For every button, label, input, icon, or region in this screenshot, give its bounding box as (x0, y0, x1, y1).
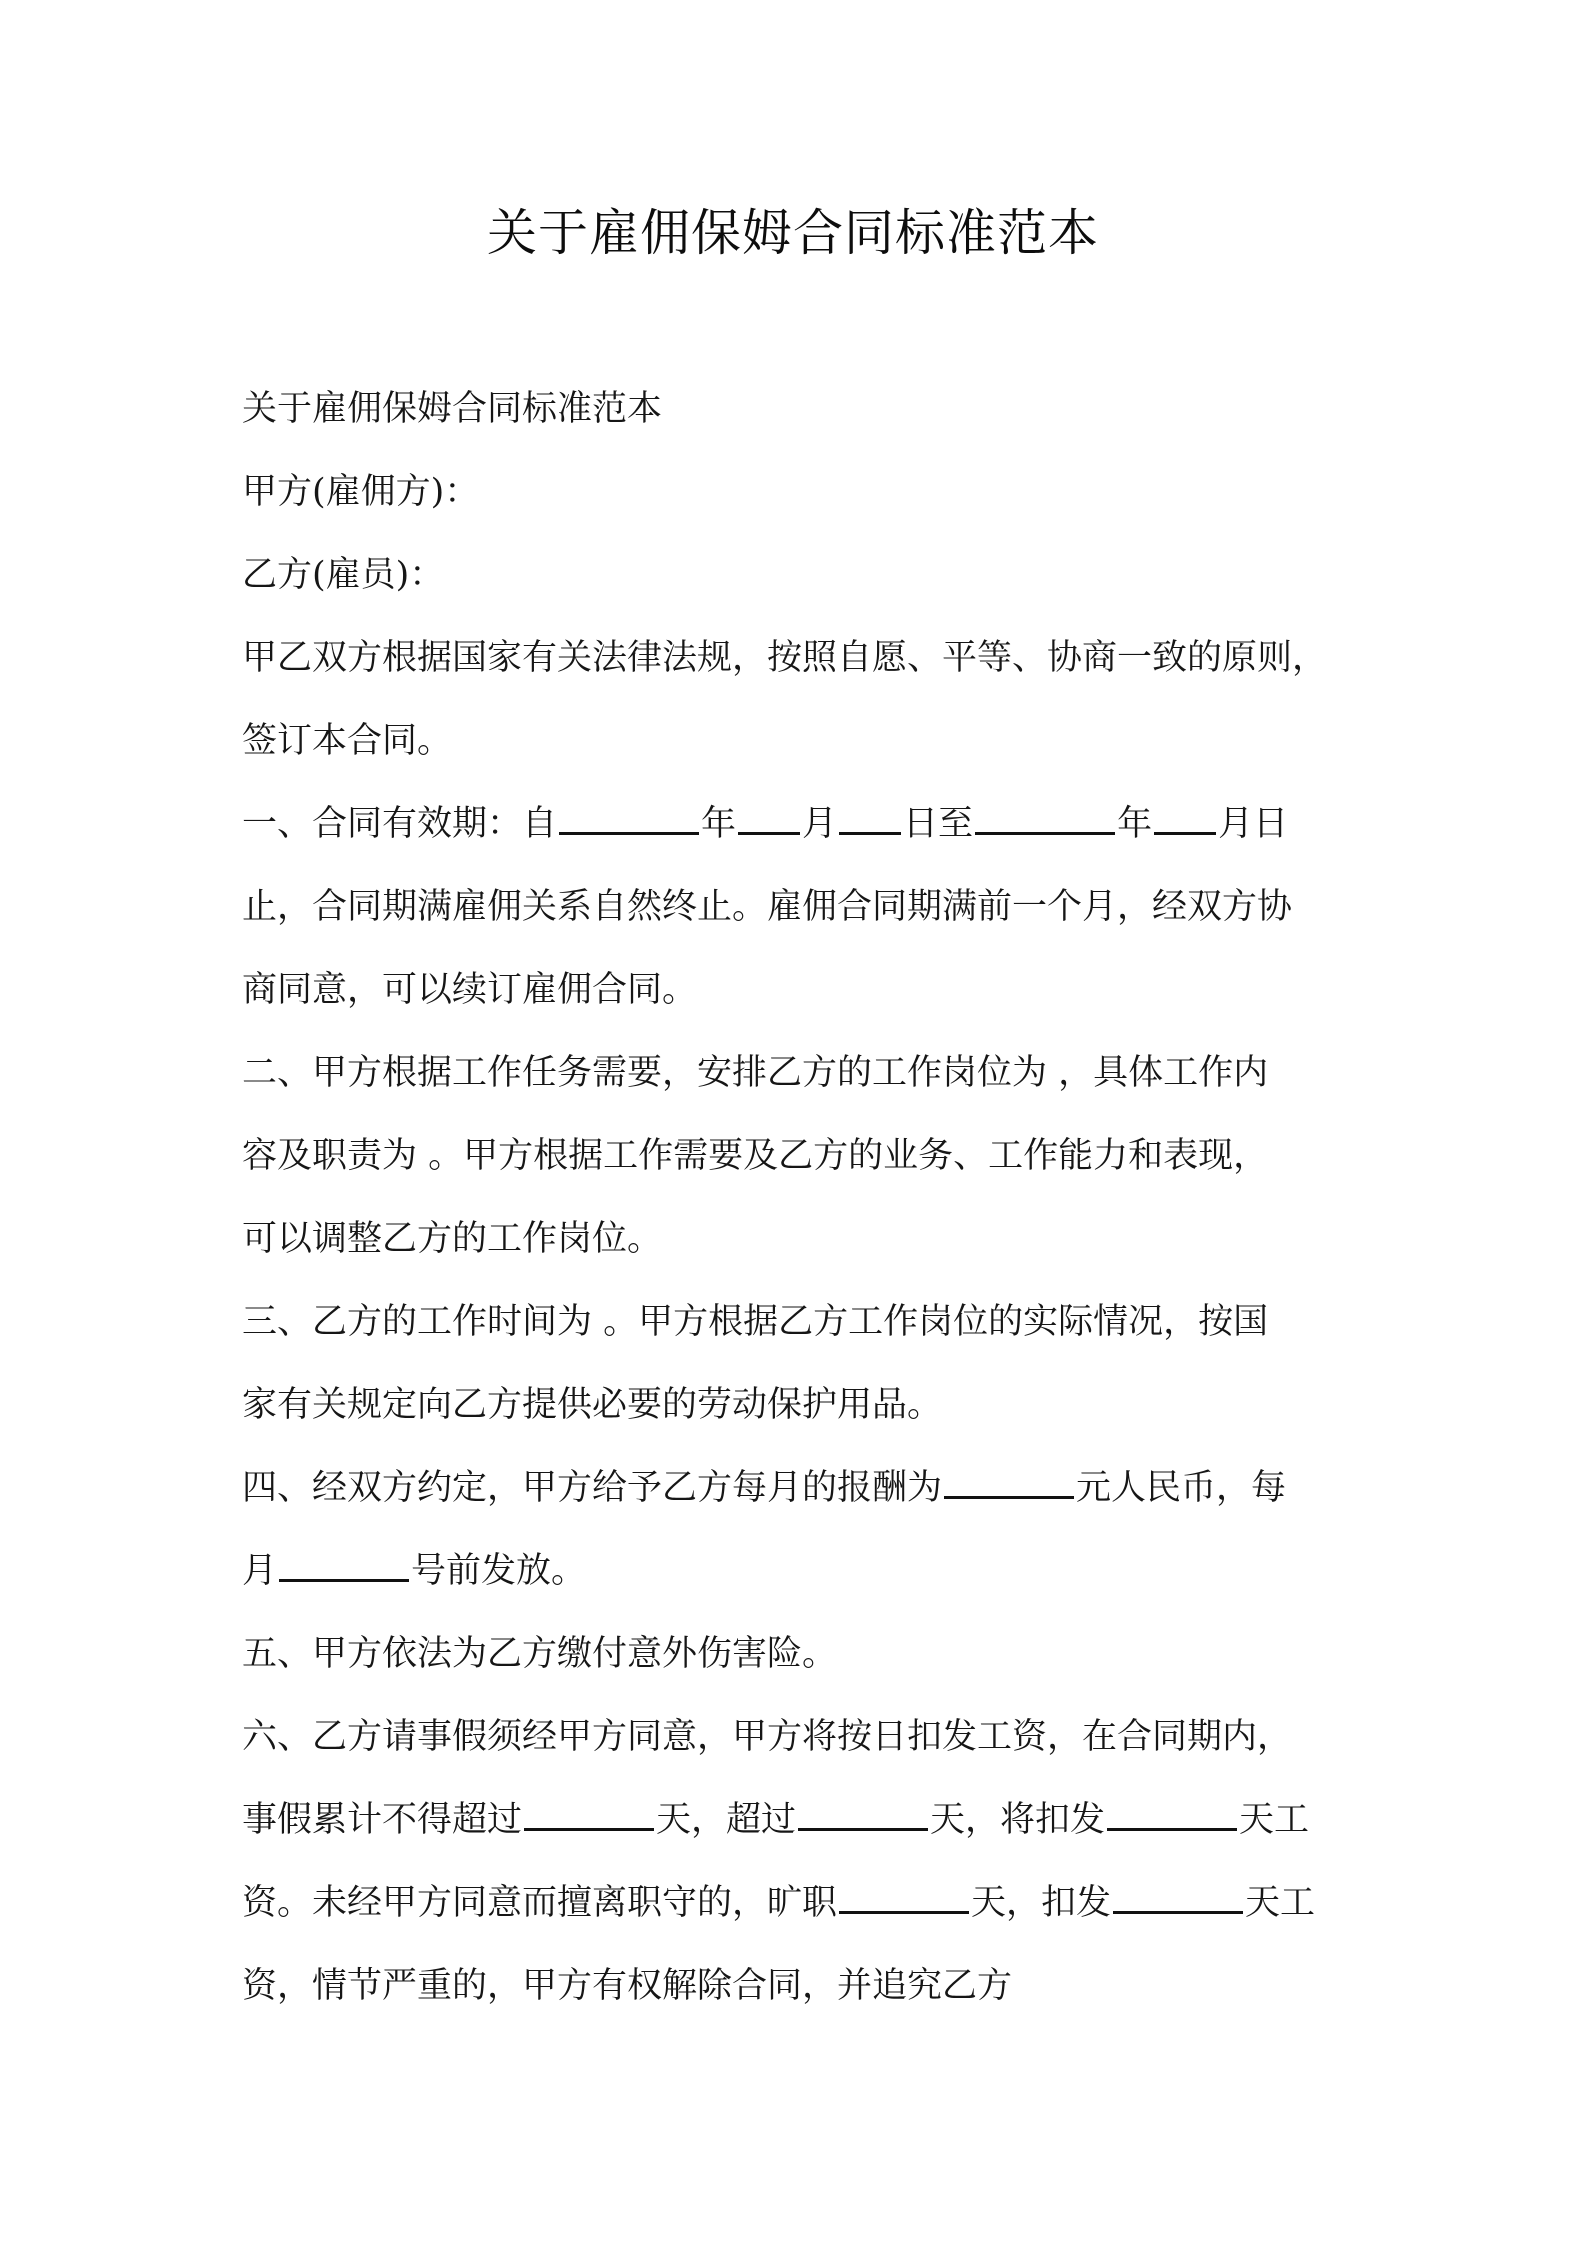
leave-limit-blank[interactable] (524, 1808, 654, 1831)
clause-2-line-3: 可以调整乙方的工作岗位。 (242, 1219, 663, 1259)
clause-6-text: 事假累计不得超过 (242, 1800, 523, 1840)
clause-1-text: 日至 (903, 804, 974, 844)
clause-6-text: 天，超过 (656, 1800, 797, 1840)
clause-5-line-1: 五、甲方依法为乙方缴付意外伤害险。 (242, 1634, 838, 1674)
clause-6-line-1: 六、乙方请事假须经甲方同意，甲方将按日扣发工资，在合同期内， (242, 1717, 1293, 1757)
start-day-blank[interactable] (839, 812, 901, 835)
clause-3-line-1: 三、乙方的工作时间为 。甲方根据乙方工作岗位的实际情况，按国 (242, 1302, 1269, 1342)
clause-1-text: 年 (701, 804, 737, 844)
clause-6-line-3 (242, 1862, 1362, 1945)
clause-4-text: 号前发放。 (411, 1551, 587, 1591)
clause-6-text: 天工 (1245, 1883, 1316, 1923)
intro-line-1: 甲乙双方根据国家有关法律法规，按照自愿、平等、协商一致的原则， (242, 638, 1328, 678)
clause-1-text: 年 (1117, 804, 1153, 844)
clause-4-line-1 (242, 1447, 1362, 1530)
payday-blank[interactable] (279, 1559, 409, 1582)
start-month-blank[interactable] (738, 812, 800, 835)
clause-6-line-2 (242, 1779, 1362, 1862)
absence-deduct-blank[interactable] (1113, 1891, 1243, 1914)
subtitle-line: 关于雇佣保姆合同标准范本 (242, 389, 663, 429)
leave-deduct-blank[interactable] (1107, 1808, 1237, 1831)
salary-amount-blank[interactable] (944, 1476, 1074, 1499)
absence-days-blank[interactable] (839, 1891, 969, 1914)
clause-1-text: 月日 (1218, 804, 1289, 844)
clause-4-text: 月 (242, 1551, 278, 1591)
clause-6-text: 天工 (1239, 1800, 1310, 1840)
clause-6-text: 资。未经甲方同意而擅离职守的，旷职 (242, 1883, 838, 1923)
clause-3-line-2: 家有关规定向乙方提供必要的劳动保护用品。 (242, 1385, 943, 1425)
clause-2-line-1: 二、甲方根据工作任务需要，安排乙方的工作岗位为 ，具体工作内 (242, 1053, 1269, 1093)
clause-4-text: 元人民币，每 (1076, 1468, 1287, 1508)
end-year-blank[interactable] (975, 812, 1115, 835)
clause-4-line-2 (242, 1530, 1362, 1613)
clause-4-text: 四、经双方约定，甲方给予乙方每月的报酬为 (242, 1468, 943, 1508)
party-a-line: 甲方(雇佣方)： (242, 472, 480, 512)
clause-6-text: 天，将扣发 (930, 1800, 1106, 1840)
intro-line-2: 签订本合同。 (242, 721, 453, 761)
start-year-blank[interactable] (559, 812, 699, 835)
clause-1-line-1 (242, 783, 1362, 866)
clause-2-line-2: 容及职责为 。甲方根据工作需要及乙方的业务、工作能力和表现， (242, 1136, 1269, 1176)
party-b-line: 乙方(雇员)： (242, 555, 445, 595)
end-month-blank[interactable] (1154, 812, 1216, 835)
document-body (242, 368, 1362, 2028)
clause-6-text: 天，扣发 (971, 1883, 1112, 1923)
clause-1-text: 一、合同有效期：自 (242, 804, 558, 844)
clause-1-text: 月 (802, 804, 838, 844)
leave-exceed-blank[interactable] (798, 1808, 928, 1831)
document-title: 关于雇佣保姆合同标准范本 (487, 204, 1099, 262)
clause-6-line-4: 资，情节严重的，甲方有权解除合同，并追究乙方 (242, 1966, 1013, 2006)
clause-1-line-2: 止，合同期满雇佣关系自然终止。雇佣合同期满前一个月，经双方协 (242, 887, 1293, 927)
clause-1-line-3: 商同意，可以续订雇佣合同。 (242, 970, 698, 1010)
